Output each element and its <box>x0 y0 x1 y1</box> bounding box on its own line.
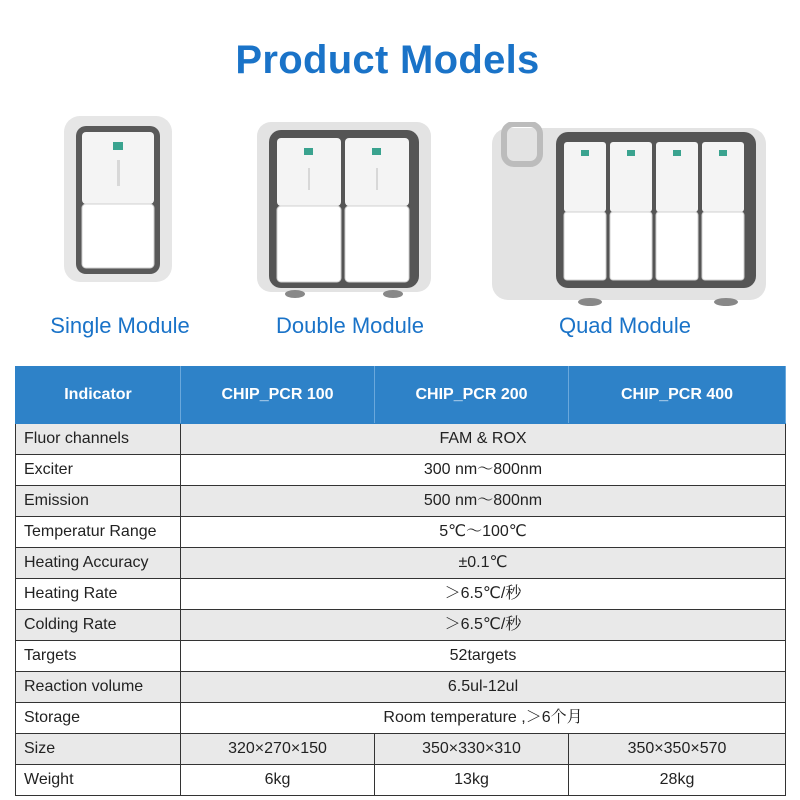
row-value: FAM & ROX <box>181 424 786 455</box>
table-row <box>16 672 786 703</box>
row-value: 350×330×310 <box>375 734 569 765</box>
row-label: Size <box>16 734 181 765</box>
row-label: Heating Accuracy <box>16 548 181 579</box>
spec-table <box>15 366 786 796</box>
row-value: 300 nm～800nm <box>181 455 786 486</box>
table-row <box>16 641 786 672</box>
double-module-image <box>255 112 433 300</box>
header-chip-pcr-100: CHIP_PCR 100 <box>181 367 375 424</box>
table-row <box>16 579 786 610</box>
row-value: ±0.1℃ <box>181 548 786 579</box>
row-value: ＞6.5℃/秒 <box>181 579 786 610</box>
row-label: Targets <box>16 641 181 672</box>
row-label: Storage <box>16 703 181 734</box>
row-value: 6kg <box>181 765 375 796</box>
row-value: 52targets <box>181 641 786 672</box>
table-row <box>16 424 786 455</box>
row-label: Weight <box>16 765 181 796</box>
row-label: Emission <box>16 486 181 517</box>
table-row <box>16 455 786 486</box>
single-module-image <box>62 112 174 284</box>
header-chip-pcr-400: CHIP_PCR 400 <box>569 367 786 424</box>
row-value: 5℃～100℃ <box>181 517 786 548</box>
quad-module-image <box>490 122 768 308</box>
table-row <box>16 765 786 796</box>
page-title: Product Models <box>235 38 540 82</box>
header-chip-pcr-200: CHIP_PCR 200 <box>375 367 569 424</box>
row-value: 320×270×150 <box>181 734 375 765</box>
row-label: Colding Rate <box>16 610 181 641</box>
header-indicator: Indicator <box>16 367 181 424</box>
single-module-label: Single Module <box>50 313 190 338</box>
row-value: ＞6.5℃/秒 <box>181 610 786 641</box>
row-value: 350×350×570 <box>569 734 786 765</box>
table-row <box>16 734 786 765</box>
double-module-label: Double Module <box>276 313 424 338</box>
table-header-row <box>16 367 786 424</box>
row-label: Reaction volume <box>16 672 181 703</box>
row-label: Temperatur Range <box>16 517 181 548</box>
table-row <box>16 517 786 548</box>
table-row <box>16 486 786 517</box>
table-row <box>16 548 786 579</box>
table-row <box>16 703 786 734</box>
row-value: Room temperature ,＞6个月 <box>181 703 786 734</box>
row-value: 500 nm～800nm <box>181 486 786 517</box>
row-value: 13kg <box>375 765 569 796</box>
row-label: Heating Rate <box>16 579 181 610</box>
row-label: Exciter <box>16 455 181 486</box>
row-value: 6.5ul-12ul <box>181 672 786 703</box>
table-row <box>16 610 786 641</box>
row-label: Fluor channels <box>16 424 181 455</box>
row-value: 28kg <box>569 765 786 796</box>
quad-module-label: Quad Module <box>558 313 692 338</box>
